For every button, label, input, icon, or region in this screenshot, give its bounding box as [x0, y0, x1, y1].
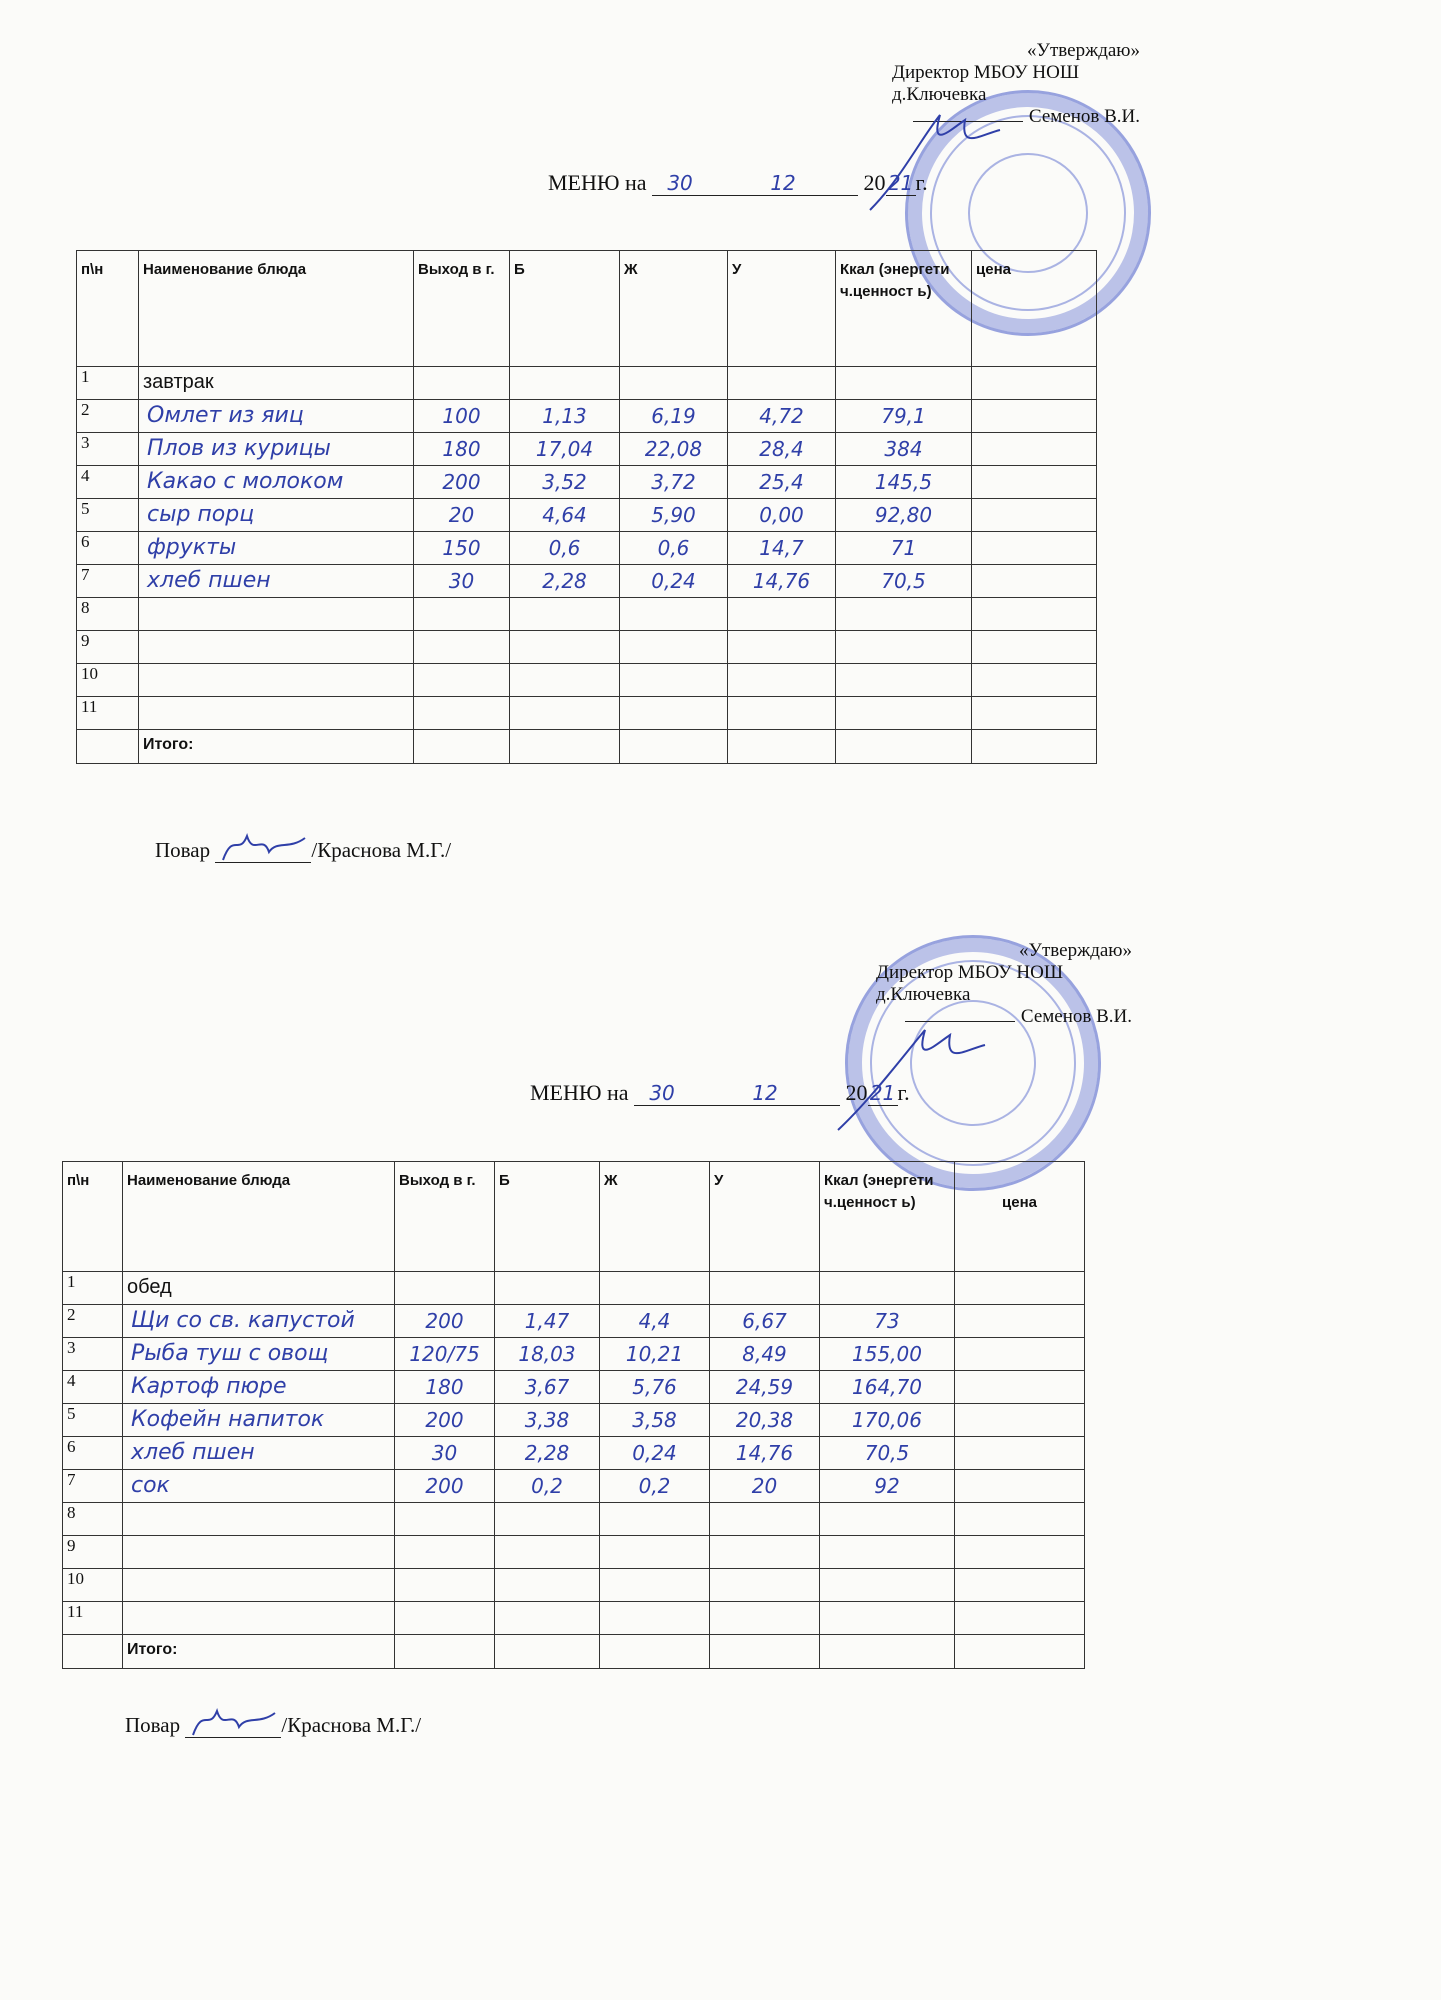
approve-name: Семенов В.И.: [1028, 106, 1140, 127]
col-header-output: Выход в г.: [414, 251, 510, 367]
row-number: 11: [77, 697, 139, 730]
dish-protein: [510, 598, 620, 631]
dish-fat: 22,08: [620, 433, 728, 466]
table-row: [63, 1569, 1085, 1602]
row-number: 7: [77, 565, 139, 598]
dish-price: [972, 565, 1097, 598]
row-number: 11: [63, 1602, 123, 1635]
dish-output: 100: [414, 400, 510, 433]
dish-kcal: [820, 1503, 955, 1536]
dish-fat: 6,19: [620, 400, 728, 433]
dish-fat: [600, 1536, 710, 1569]
row-number: 8: [63, 1503, 123, 1536]
dish-protein: [495, 1536, 600, 1569]
dish-carbs: 4,72: [728, 400, 836, 433]
row-number: 4: [77, 466, 139, 499]
dish-output: 200: [395, 1404, 495, 1437]
cook-line-1: Повар /Краснова М.Г./: [155, 838, 452, 862]
dish-output: 180: [395, 1371, 495, 1404]
dish-kcal: 92,80: [836, 499, 972, 532]
dish-protein: [510, 697, 620, 730]
dish-fat: 10,21: [600, 1338, 710, 1371]
dish-carbs: 24,59: [710, 1371, 820, 1404]
dish-carbs: [710, 1536, 820, 1569]
dish-kcal: 170,06: [820, 1404, 955, 1437]
dish-carbs: [710, 1602, 820, 1635]
dish-protein: [495, 1569, 600, 1602]
dish-price: [972, 466, 1097, 499]
dish-name: [139, 664, 414, 697]
dish-protein: [510, 631, 620, 664]
dish-kcal: 145,5: [836, 466, 972, 499]
dish-output: 20: [414, 499, 510, 532]
dish-protein: [495, 1503, 600, 1536]
dish-kcal: [836, 598, 972, 631]
dish-name: Какао с молоком: [139, 466, 414, 499]
dish-kcal: [820, 1536, 955, 1569]
dish-output: [395, 1503, 495, 1536]
cook-signature: [215, 842, 311, 863]
dish-protein: [510, 664, 620, 697]
cook-signature: [185, 1717, 281, 1738]
dish-carbs: [710, 1503, 820, 1536]
table-row: [77, 433, 1097, 466]
row-number: 10: [77, 664, 139, 697]
table-row: [63, 1305, 1085, 1338]
table-row: [77, 598, 1097, 631]
col-header-carbs: У: [728, 251, 836, 367]
menu-table-1: п\н Наименование блюда Выход в г. Б Ж У Ккал (энергети ч.ценност ь) цена 1 завтрак 2 Омлет из яиц 100 1,13 6,19 4,72 79,1 3 Плов из курицы 180 17,04 22,08 28,4 384 4 Какао с молоком 200 3,52 3,72 25,4 145,5 5 сыр порц 20 4,64 5,90 0,00 92,80 6 фрукты 150 0,6 0,6 14,7 71 7 хлеб пшен 30 2,28 0,24 14,76 70,5 8 9 10 11 Итого:: [76, 250, 1097, 764]
dish-price: [955, 1503, 1085, 1536]
dish-kcal: 164,70: [820, 1371, 955, 1404]
dish-price: [972, 532, 1097, 565]
dish-price: [972, 697, 1097, 730]
dish-fat: 0,24: [600, 1437, 710, 1470]
dish-name: Рыба туш с овощ: [123, 1338, 395, 1371]
dish-fat: 3,72: [620, 466, 728, 499]
dish-fat: [620, 697, 728, 730]
dish-price: [955, 1338, 1085, 1371]
dish-output: 200: [414, 466, 510, 499]
dish-fat: 4,4: [600, 1305, 710, 1338]
dish-protein: [495, 1602, 600, 1635]
menu-title-1: МЕНЮ на 30 12 20 21 г.: [548, 170, 928, 195]
dish-price: [972, 631, 1097, 664]
dish-fat: 3,58: [600, 1404, 710, 1437]
row-number: 9: [63, 1536, 123, 1569]
dish-kcal: [820, 1569, 955, 1602]
dish-price: [955, 1371, 1085, 1404]
dish-output: [414, 664, 510, 697]
dish-kcal: 384: [836, 433, 972, 466]
dish-name: [123, 1503, 395, 1536]
dish-carbs: 8,49: [710, 1338, 820, 1371]
dish-price: [972, 400, 1097, 433]
dish-protein: 0,6: [510, 532, 620, 565]
dish-price: [972, 499, 1097, 532]
dish-fat: [600, 1602, 710, 1635]
dish-output: [414, 598, 510, 631]
row-number: 10: [63, 1569, 123, 1602]
dish-kcal: [820, 1602, 955, 1635]
row-number: 7: [63, 1470, 123, 1503]
table-row: [63, 1470, 1085, 1503]
dish-name: сыр порц: [139, 499, 414, 532]
menu-title-2: МЕНЮ на 30 12 20 21 г.: [530, 1080, 910, 1105]
total-label: Итого:: [139, 730, 414, 764]
meal-section: завтрак: [139, 367, 414, 400]
dish-name: сок: [123, 1470, 395, 1503]
dish-name: [139, 598, 414, 631]
dish-fat: [600, 1503, 710, 1536]
row-number: 9: [77, 631, 139, 664]
dish-protein: 3,67: [495, 1371, 600, 1404]
table-row: [77, 466, 1097, 499]
menu-year: 21: [886, 171, 916, 196]
table-row: [77, 499, 1097, 532]
dish-kcal: 70,5: [820, 1437, 955, 1470]
dish-name: Кофейн напиток: [123, 1404, 395, 1437]
dish-output: 120/75: [395, 1338, 495, 1371]
dish-name: Омлет из яиц: [139, 400, 414, 433]
dish-protein: 4,64: [510, 499, 620, 532]
dish-kcal: 70,5: [836, 565, 972, 598]
dish-output: 200: [395, 1305, 495, 1338]
dish-carbs: 20,38: [710, 1404, 820, 1437]
dish-protein: 1,47: [495, 1305, 600, 1338]
dish-protein: 2,28: [495, 1437, 600, 1470]
table-row: [77, 697, 1097, 730]
dish-price: [955, 1602, 1085, 1635]
approve-place: д.Ключевка: [892, 84, 987, 105]
dish-carbs: [728, 664, 836, 697]
col-header-kcal: Ккал (энергети ч.ценност ь): [836, 251, 972, 367]
director-signature-2: [830, 1010, 990, 1140]
dish-output: 150: [414, 532, 510, 565]
dish-price: [972, 664, 1097, 697]
dish-output: [414, 631, 510, 664]
dish-carbs: 14,76: [710, 1437, 820, 1470]
row-number: 5: [77, 499, 139, 532]
row-number: 3: [63, 1338, 123, 1371]
table-row: [63, 1404, 1085, 1437]
dish-fat: 0,6: [620, 532, 728, 565]
dish-name: [139, 631, 414, 664]
dish-kcal: [836, 631, 972, 664]
dish-protein: 3,38: [495, 1404, 600, 1437]
dish-fat: [600, 1569, 710, 1602]
dish-kcal: [836, 697, 972, 730]
dish-price: [972, 433, 1097, 466]
dish-name: [123, 1569, 395, 1602]
dish-kcal: [836, 664, 972, 697]
row-number: 6: [63, 1437, 123, 1470]
dish-output: [395, 1569, 495, 1602]
row-number: 6: [77, 532, 139, 565]
col-header-dish: Наименование блюда: [139, 251, 414, 367]
dish-price: [955, 1437, 1085, 1470]
table-row: [77, 664, 1097, 697]
dish-fat: 0,2: [600, 1470, 710, 1503]
dish-name: фрукты: [139, 532, 414, 565]
row-number: 3: [77, 433, 139, 466]
table-row: [63, 1602, 1085, 1635]
dish-name: [123, 1536, 395, 1569]
dish-name: [139, 697, 414, 730]
dish-price: [955, 1470, 1085, 1503]
table-row: [63, 1338, 1085, 1371]
dish-carbs: 0,00: [728, 499, 836, 532]
dish-protein: 3,52: [510, 466, 620, 499]
table-row: [63, 1371, 1085, 1404]
dish-price: [972, 598, 1097, 631]
dish-fat: 5,90: [620, 499, 728, 532]
dish-price: [955, 1569, 1085, 1602]
dish-output: [395, 1602, 495, 1635]
table-row: [77, 631, 1097, 664]
dish-name: Щи со св. капустой: [123, 1305, 395, 1338]
dish-protein: 2,28: [510, 565, 620, 598]
dish-carbs: 14,7: [728, 532, 836, 565]
dish-protein: 17,04: [510, 433, 620, 466]
dish-carbs: 20: [710, 1470, 820, 1503]
dish-price: [955, 1404, 1085, 1437]
dish-output: 200: [395, 1470, 495, 1503]
dish-name: Картоф пюре: [123, 1371, 395, 1404]
dish-fat: 0,24: [620, 565, 728, 598]
menu-month: 12: [708, 171, 858, 196]
dish-protein: 1,13: [510, 400, 620, 433]
col-header-number: п\н: [77, 251, 139, 367]
dish-price: [955, 1305, 1085, 1338]
dish-kcal: 73: [820, 1305, 955, 1338]
table-row: [77, 532, 1097, 565]
dish-fat: 5,76: [600, 1371, 710, 1404]
dish-carbs: [728, 631, 836, 664]
dish-carbs: 6,67: [710, 1305, 820, 1338]
table-row: [63, 1503, 1085, 1536]
row-number: 5: [63, 1404, 123, 1437]
approval-block-2: «Утверждаю» Директор МБОУ НОШ д.Ключевка Семенов В.И.: [876, 940, 1132, 1027]
dish-protein: 0,2: [495, 1470, 600, 1503]
dish-fat: [620, 664, 728, 697]
row-number: 4: [63, 1371, 123, 1404]
approve-position: Директор МБОУ НОШ: [892, 62, 1079, 83]
dish-fat: [620, 598, 728, 631]
dish-carbs: 28,4: [728, 433, 836, 466]
director-signature-1: [860, 100, 1010, 220]
row-number: 2: [63, 1305, 123, 1338]
dish-name: Плов из курицы: [139, 433, 414, 466]
meal-section: обед: [123, 1272, 395, 1305]
menu-day: 30: [652, 171, 708, 196]
dish-output: [395, 1536, 495, 1569]
table-row: [63, 1536, 1085, 1569]
dish-carbs: [728, 697, 836, 730]
menu-table-2: п\н Наименование блюда Выход в г. Б Ж У Ккал (энергети ч.ценност ь) цена 1 обед 2 Щи со св. капустой 200 1,47 4,4 6,67 73 3 Рыба туш с овощ 120/75 18,03 10,21 8,49 155,00 4 Картоф пюре 180 3,67 5,76 24,59 164,70 5 Кофейн напиток 200 3,38 3,58 20,38 170,06 6 хлеб пшен 30 2,28 0,24 14,76 70,5 7 сок 200 0,2 0,2 20 92 8 9 10 11 Итого:: [62, 1161, 1085, 1669]
dish-protein: 18,03: [495, 1338, 600, 1371]
approve-heading: «Утверждаю»: [1027, 40, 1140, 61]
dish-output: 180: [414, 433, 510, 466]
dish-carbs: 25,4: [728, 466, 836, 499]
dish-kcal: 92: [820, 1470, 955, 1503]
dish-output: 30: [414, 565, 510, 598]
col-header-fat: Ж: [620, 251, 728, 367]
table-row: [77, 565, 1097, 598]
dish-output: [414, 697, 510, 730]
dish-fat: [620, 631, 728, 664]
dish-carbs: 14,76: [728, 565, 836, 598]
table-row: [77, 400, 1097, 433]
col-header-price: цена: [972, 251, 1097, 367]
col-header-protein: Б: [510, 251, 620, 367]
dish-carbs: [710, 1569, 820, 1602]
dish-name: [123, 1602, 395, 1635]
dish-output: 30: [395, 1437, 495, 1470]
dish-price: [955, 1536, 1085, 1569]
dish-kcal: 79,1: [836, 400, 972, 433]
dish-carbs: [728, 598, 836, 631]
cook-line-2: Повар /Краснова М.Г./: [125, 1713, 422, 1737]
dish-name: хлеб пшен: [123, 1437, 395, 1470]
dish-kcal: 155,00: [820, 1338, 955, 1371]
dish-kcal: 71: [836, 532, 972, 565]
row-number: 2: [77, 400, 139, 433]
row-number: 8: [77, 598, 139, 631]
table-row: [63, 1437, 1085, 1470]
dish-name: хлеб пшен: [139, 565, 414, 598]
